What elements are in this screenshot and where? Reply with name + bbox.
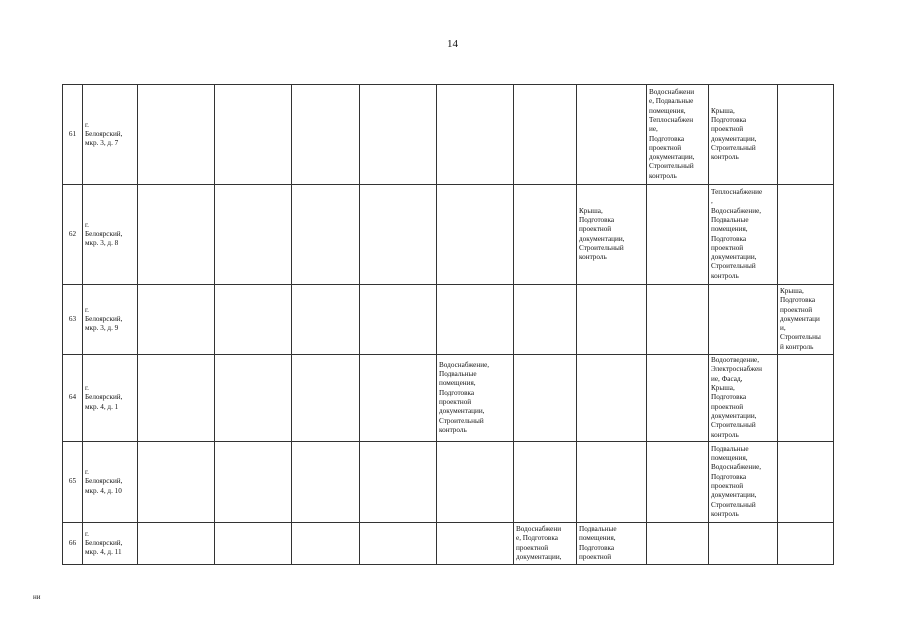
table-row [63, 285, 834, 355]
address-text: г. Белоярский, мкр. 4, д. 10 [85, 468, 123, 495]
address-cell [83, 355, 138, 442]
work-cell [138, 85, 215, 185]
work-cell [437, 442, 514, 523]
work-cell [778, 85, 834, 185]
work-cell [292, 185, 360, 285]
work-cell [437, 185, 514, 285]
work-cell [514, 355, 577, 442]
work-cell [577, 285, 647, 355]
work-cell: Крыша, Подготовка проектной документации, Строительный контроль [577, 185, 647, 285]
footer-mark: ни [33, 593, 41, 601]
work-cell: Подвальные помещения, Водоснабжение, Подготовка проектной документации, Строительный контроль [709, 442, 778, 523]
work-cell [514, 285, 577, 355]
work-cell: Водоснабжени е, Подготовка проектной документации, [514, 523, 577, 565]
work-cell [647, 355, 709, 442]
work-cell [138, 442, 215, 523]
work-cell [292, 355, 360, 442]
work-cell [292, 523, 360, 565]
address-cell [83, 442, 138, 523]
work-cell [514, 85, 577, 185]
work-cell [647, 442, 709, 523]
work-cell: Водоснабжение, Подвальные помещения, Подготовка проектной документации, Строительный контроль [437, 355, 514, 442]
work-cell [138, 523, 215, 565]
work-cell [647, 285, 709, 355]
work-cell: Подвальные помещения, Подготовка проектной [577, 523, 647, 565]
row-number-cell: 63 [63, 285, 83, 355]
work-cell: Водоснабжени е, Подвальные помещения, Теплоснабжен ие, Подготовка проектной документации, Строительный контроль [647, 85, 709, 185]
work-cell [360, 523, 437, 565]
work-cell [577, 85, 647, 185]
table-row [63, 442, 834, 523]
row-number-cell: 66 [63, 523, 83, 565]
work-cell: Водоотведение, Электроснабжен ие, Фасад, Крыша, Подготовка проектной документации, Строительный контроль [709, 355, 778, 442]
work-cell [778, 355, 834, 442]
work-cell [437, 285, 514, 355]
address-cell [83, 85, 138, 185]
work-cell [215, 523, 292, 565]
work-cell [215, 442, 292, 523]
work-cell: Крыша, Подготовка проектной документаци и, Строительны й контроль [778, 285, 834, 355]
row-number-cell: 61 [63, 85, 83, 185]
row-number-cell: 65 [63, 442, 83, 523]
work-cell [215, 355, 292, 442]
work-cell [778, 442, 834, 523]
table-row [63, 523, 834, 565]
work-cell [138, 185, 215, 285]
work-cell [709, 523, 778, 565]
work-cell [778, 523, 834, 565]
work-cell [138, 355, 215, 442]
row-number-cell: 62 [63, 185, 83, 285]
address-cell [83, 285, 138, 355]
work-cell: Теплоснабжение , Водоснабжение, Подвальные помещения, Подготовка проектной документации, Строительный контроль [709, 185, 778, 285]
work-cell [215, 285, 292, 355]
work-cell [778, 185, 834, 285]
work-cell [360, 85, 437, 185]
work-cell [437, 85, 514, 185]
work-cell [577, 355, 647, 442]
address-text: г. Белоярский, мкр. 3, д. 7 [85, 120, 123, 148]
work-cell [360, 285, 437, 355]
work-cell [292, 85, 360, 185]
work-cell [647, 185, 709, 285]
work-cell: Крыша, Подготовка проектной документации, Строительный контроль [709, 85, 778, 185]
work-cell [215, 185, 292, 285]
page-number: 14 [447, 38, 458, 50]
address-text: г. Белоярский, мкр. 4, д. 1 [85, 384, 123, 411]
work-cell [709, 285, 778, 355]
work-cell [360, 442, 437, 523]
table-row [63, 185, 834, 285]
work-cell [138, 285, 215, 355]
work-cell [215, 85, 292, 185]
work-cell [514, 185, 577, 285]
work-cell [577, 442, 647, 523]
work-cell [647, 523, 709, 565]
table-row [63, 85, 834, 185]
row-number-cell: 64 [63, 355, 83, 442]
work-cell [437, 523, 514, 565]
work-cell [360, 355, 437, 442]
address-text: г. Белоярский, мкр. 3, д. 8 [85, 220, 123, 248]
address-text: г. Белоярский, мкр. 4, д. 11 [85, 529, 123, 557]
work-cell [292, 285, 360, 355]
work-cell [514, 442, 577, 523]
address-cell [83, 523, 138, 565]
work-cell [360, 185, 437, 285]
work-cell [292, 442, 360, 523]
address-text: г. Белоярский, мкр. 3, д. 9 [85, 305, 123, 333]
repair-schedule-table [62, 84, 834, 565]
table-row [63, 355, 834, 442]
address-cell [83, 185, 138, 285]
table-body [63, 85, 834, 565]
